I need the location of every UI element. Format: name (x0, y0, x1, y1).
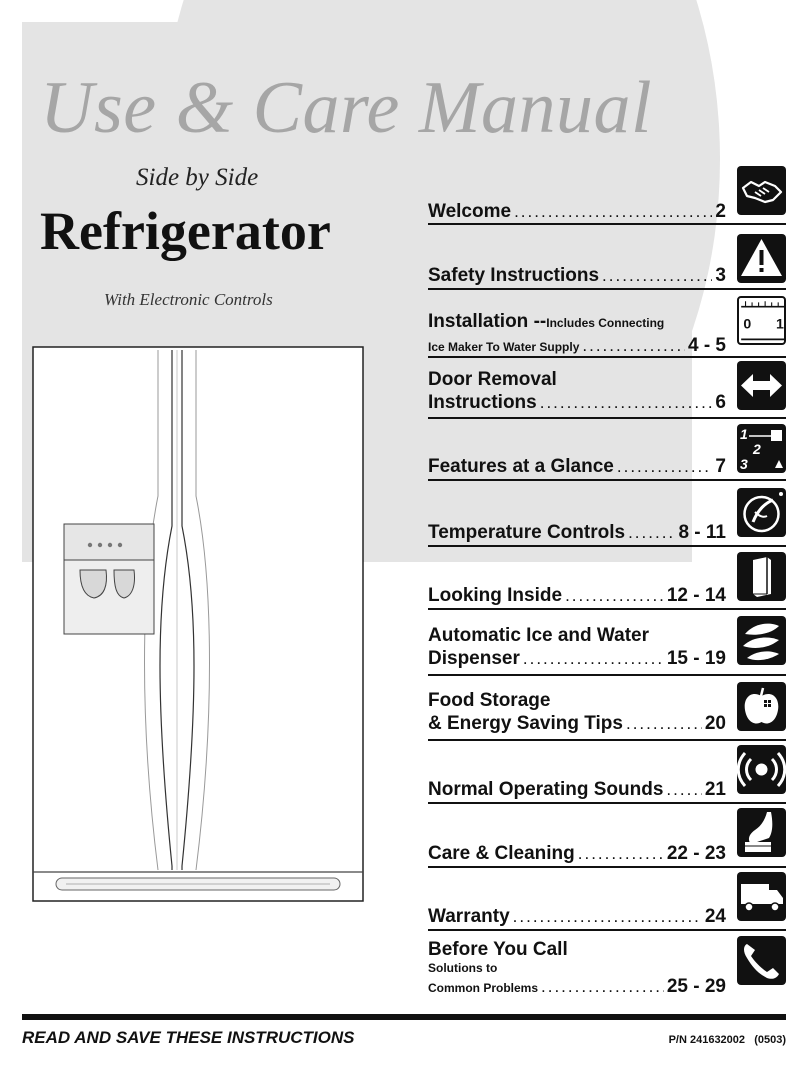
tagline: With Electronic Controls (104, 290, 273, 309)
steps-icon (737, 424, 786, 473)
part-number (669, 1034, 786, 1046)
toc-entry-installation[interactable]: Installation -- Includes Connecting Ice Maker To Water Supply ..... 4 - 5 (428, 310, 726, 357)
handshake-icon (737, 166, 786, 215)
table-of-contents (428, 0, 728, 1000)
telephone-icon (737, 936, 786, 985)
divider (428, 674, 786, 676)
warning-icon (737, 234, 786, 283)
gauge-left-label: 0 (743, 315, 752, 332)
toc-entry-temperature[interactable]: Temperature Controls ..... 8 - 11 (428, 521, 726, 544)
toc-entry-food-storage[interactable]: Food Storage & Energy Saving Tips ..... 20 (428, 689, 726, 735)
step-one-label: 1 (740, 426, 748, 442)
footer-notice: READ AND SAVE THESE INSTRUCTIONS (22, 1028, 355, 1047)
toc-entry-door-removal[interactable]: Door Removal Instructions ..... 6 (428, 368, 726, 414)
truck-icon (737, 872, 786, 921)
toc-entry-sounds[interactable]: Normal Operating Sounds ..... 21 (428, 778, 726, 801)
toc-entry-features[interactable]: Features at a Glance ..... 7 (428, 455, 726, 478)
toc-entry-care[interactable]: Care & Cleaning ..... 22 - 23 (428, 842, 726, 865)
cleaning-hand-icon (737, 808, 786, 857)
divider (428, 608, 786, 610)
ice-leaves-icon (737, 616, 786, 665)
part-number-text: P/N 241632002 (668, 1034, 746, 1046)
divider (428, 929, 786, 931)
toc-entry-dispenser[interactable]: Automatic Ice and Water Dispenser ..... 15 - 19 (428, 624, 726, 670)
toc-entry-warranty[interactable]: Warranty ..... 24 (428, 905, 726, 928)
footer-rule (22, 1014, 786, 1020)
revision-text: (0503) (754, 1034, 786, 1046)
toc-entry-safety[interactable]: Safety Instructions ..... 3 (428, 264, 726, 287)
divider (428, 866, 786, 868)
divider (428, 739, 786, 741)
toc-entry-looking-inside[interactable]: Looking Inside ..... 12 - 14 (428, 584, 726, 607)
refrigerator-box-icon (737, 552, 786, 601)
divider (428, 545, 786, 547)
divider (428, 223, 786, 225)
thermometer-dial-icon (737, 488, 786, 537)
step-two-label: 2 (753, 441, 761, 457)
product-title: Refrigerator (40, 201, 331, 261)
divider (428, 288, 786, 290)
sound-waves-icon (737, 745, 786, 794)
refrigerator-illustration (32, 346, 364, 902)
divider (428, 802, 786, 804)
step-three-label: 3 (740, 456, 748, 472)
apple-icon (737, 682, 786, 731)
main-title: Use & Care Manual (40, 67, 653, 149)
divider (428, 479, 786, 481)
divider (428, 417, 786, 419)
double-arrow-icon (737, 361, 786, 410)
toc-entry-before-call[interactable]: Before You Call Solutions to Common Problems ..... 25 - 29 (428, 938, 726, 998)
subtitle: Side by Side (136, 164, 259, 191)
gauge-right-label: 1 (776, 315, 784, 332)
divider (428, 356, 786, 358)
toc-entry-welcome[interactable]: Welcome ..... 2 (428, 200, 726, 223)
gauge-icon (737, 296, 786, 345)
